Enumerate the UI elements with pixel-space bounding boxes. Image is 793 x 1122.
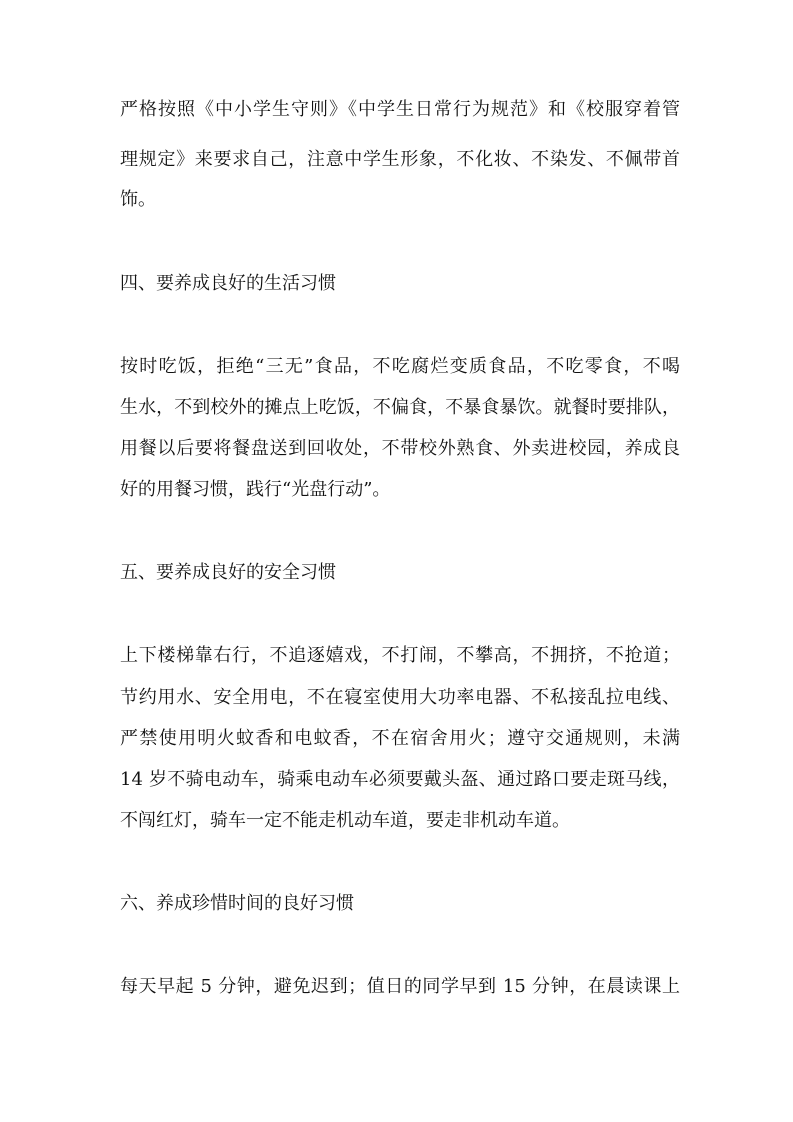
paragraph-line: 每天早起 5 分钟，避免迟到；值日的同学早到 15 分钟，在晨读课上: [120, 976, 680, 997]
paragraph-line: 好的用餐习惯，践行“光盘行动”。: [120, 479, 391, 500]
section-heading: 四、要养成良好的生活习惯: [120, 273, 336, 294]
paragraph-line: 用餐以后要将餐盘送到回收处，不带校外熟食、外卖进校园，养成良: [120, 438, 680, 459]
paragraph-line: 严禁使用明火蚊香和电蚊香，不在宿舍用火；遵守交通规则，未满: [120, 728, 680, 749]
section-heading: 六、养成珍惜时间的良好习惯: [120, 893, 354, 914]
paragraph-line: 按时吃饭，拒绝“三无”食品，不吃腐烂变质食品，不吃零食，不喝: [120, 356, 680, 377]
paragraph-line: 严格按照《中小学生守则》《中学生日常行为规范》和《校服穿着管: [120, 99, 680, 120]
paragraph-line: 理规定》来要求自己，注意中学生形象，不化妆、不染发、不佩带首: [120, 149, 680, 170]
paragraph-line: 节约用水、安全用电，不在寝室使用大功率电器、不私接乱拉电线、: [120, 687, 680, 708]
paragraph-line: 不闯红灯，骑车一定不能走机动车道，要走非机动车道。: [120, 810, 570, 831]
paragraph-line: 14 岁不骑电动车，骑乘电动车必须要戴头盔、通过路口要走斑马线，: [120, 769, 680, 790]
paragraph-line: 饰。: [120, 189, 156, 210]
section-heading: 五、要养成良好的安全习惯: [120, 562, 336, 583]
paragraph-line: 生水，不到校外的摊点上吃饭，不偏食，不暴食暴饮。就餐时要排队，: [120, 397, 680, 418]
paragraph-line: 上下楼梯靠右行，不追逐嬉戏，不打闹，不攀高，不拥挤，不抢道；: [120, 645, 680, 666]
